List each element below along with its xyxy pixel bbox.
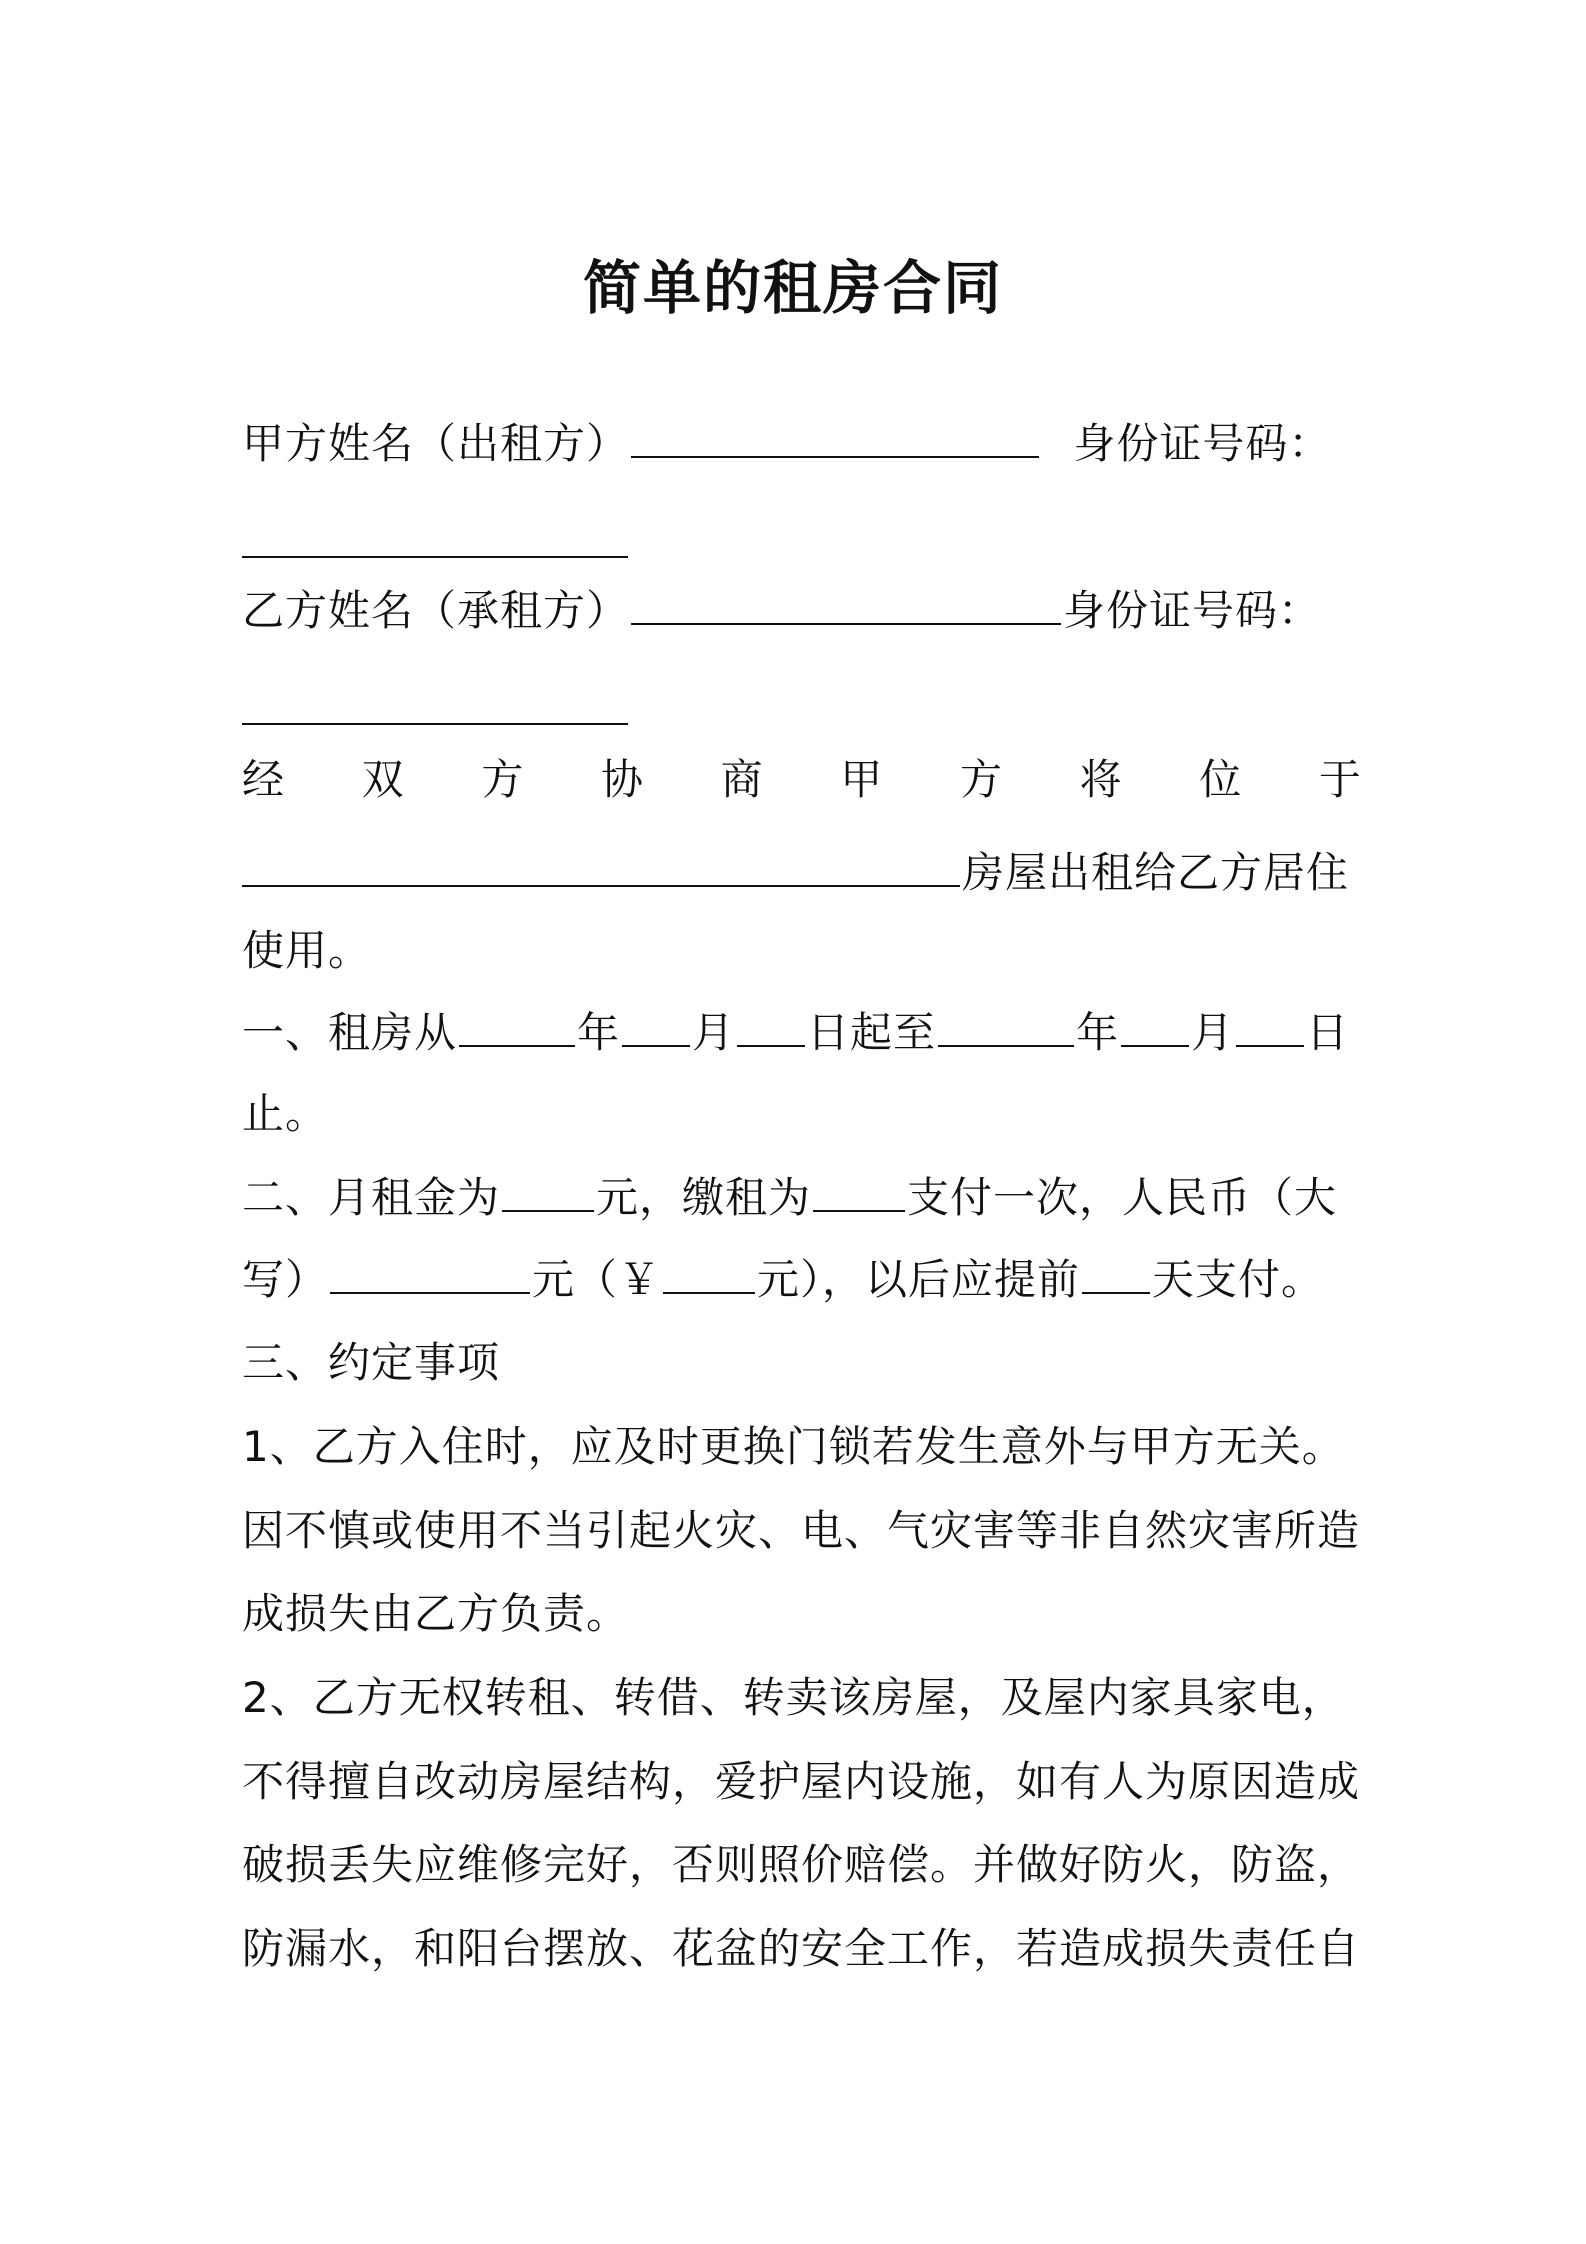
clause-2-line2-prefix: 写） — [242, 1255, 329, 1304]
start-month-blank — [622, 1005, 690, 1047]
clause-2-yuan2: 元（￥ — [532, 1255, 662, 1304]
negotiation-char: 于 — [1318, 755, 1362, 804]
start-month-label: 月 — [692, 1008, 736, 1057]
party-b-label: 乙方姓名（承租方） — [242, 586, 630, 635]
start-year-label: 年 — [577, 1008, 621, 1057]
negotiation-char: 方 — [959, 755, 1003, 804]
negotiation-char: 商 — [720, 755, 764, 804]
party-b-id-blank — [242, 723, 628, 725]
item-2-line: 破损丢失应维修完好，否则照价赔偿。并做好防火，防盗， — [242, 1840, 1361, 1889]
house-rent-text: 房屋出租给乙方居住 — [962, 848, 1350, 897]
item-1-line: 因不慎或使用不当引起火灾、电、气灾害等非自然灾害所造 — [242, 1506, 1361, 1555]
clause-2-yuan: 元，缴租为 — [596, 1173, 812, 1222]
item-2-line: 不得擅自改动房屋结构，爱护屋内设施，如有人为原因造成 — [242, 1757, 1361, 1806]
start-year-blank — [459, 1005, 575, 1047]
end-day-blank — [1236, 1005, 1304, 1047]
clause-1-line — [242, 1003, 1362, 1063]
party-a-id-blank — [242, 556, 628, 558]
advance-days-blank — [1082, 1252, 1150, 1294]
rent-capital-blank — [330, 1252, 530, 1294]
clause-2-prefix: 二、月租金为 — [242, 1173, 501, 1222]
end-day-label: 日 — [1306, 1008, 1350, 1057]
clause-2-yuan3: 元），以后应提前 — [757, 1255, 1081, 1304]
use-line: 使用。 — [242, 926, 372, 975]
party-a-id-label: 身份证号码： — [1073, 419, 1332, 468]
clause-1-prefix: 一、租房从 — [242, 1008, 458, 1057]
negotiation-char: 经 — [242, 755, 286, 804]
end-month-label: 月 — [1191, 1008, 1235, 1057]
party-a-label: 甲方姓名（出租方） — [242, 419, 630, 468]
clause-1-end: 止。 — [242, 1089, 329, 1138]
party-b-name-blank — [631, 583, 1061, 625]
party-a-name-blank — [631, 416, 1039, 458]
start-day-blank — [737, 1005, 805, 1047]
house-location-blank — [242, 845, 960, 887]
start-day-label: 日起至 — [807, 1008, 937, 1057]
end-year-blank — [938, 1005, 1074, 1047]
negotiation-char: 方 — [481, 755, 525, 804]
end-year-label: 年 — [1076, 1008, 1120, 1057]
clause-3-heading: 三、约定事项 — [242, 1338, 501, 1387]
house-location-line — [242, 843, 1362, 903]
rent-number-blank — [663, 1252, 755, 1294]
negotiation-char: 甲 — [840, 755, 884, 804]
party-b-line — [242, 581, 1362, 641]
negotiation-char: 将 — [1079, 755, 1123, 804]
clause-2-pay: 支付一次，人民币（大 — [907, 1173, 1338, 1222]
item-1-line: 成损失由乙方负责。 — [242, 1589, 630, 1638]
item-1-line: 1、乙方入住时，应及时更换门锁若发生意外与甲方无关。 — [242, 1422, 1345, 1471]
party-b-id-label: 身份证号码： — [1063, 586, 1322, 635]
item-2-line: 2、乙方无权转租、转借、转卖该房屋，及屋内家具家电， — [242, 1673, 1345, 1722]
item-2-line: 防漏水，和阳台摆放、花盆的安全工作，若造成损失责任自 — [242, 1924, 1361, 1973]
clause-2-days: 天支付。 — [1152, 1255, 1325, 1304]
negotiation-char: 双 — [361, 755, 405, 804]
document-title: 简单的租房合同 — [582, 254, 1003, 322]
negotiation-char: 位 — [1199, 755, 1243, 804]
clause-2-line-1 — [242, 1168, 1362, 1228]
clause-2-line-2 — [242, 1250, 1362, 1310]
monthly-rent-blank — [502, 1170, 594, 1212]
payment-period-blank — [813, 1170, 905, 1212]
party-a-line — [242, 414, 1362, 474]
negotiation-line — [242, 750, 1362, 810]
negotiation-char: 协 — [600, 755, 644, 804]
end-month-blank — [1121, 1005, 1189, 1047]
